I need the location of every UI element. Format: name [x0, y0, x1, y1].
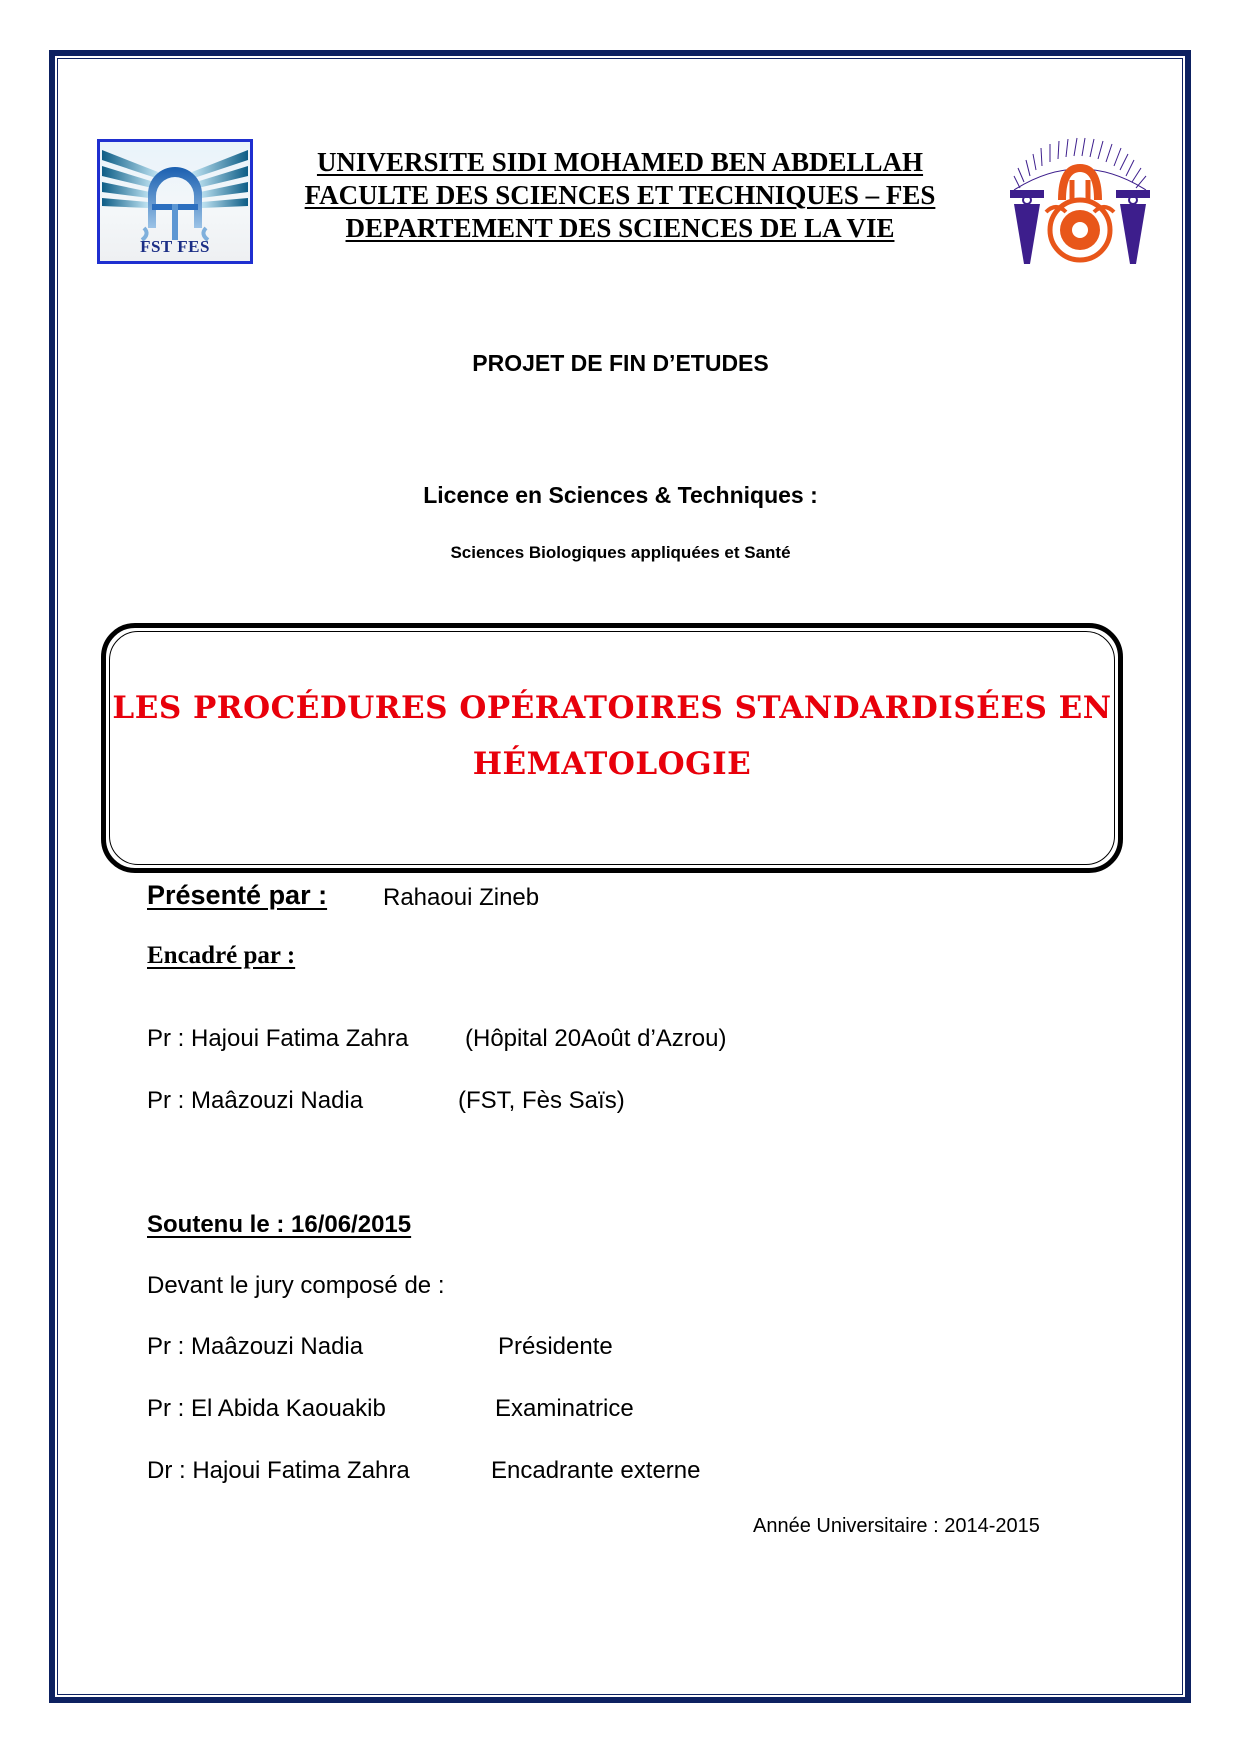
degree-title: Licence en Sciences & Techniques : [423, 482, 818, 508]
jury-member-role: Encadrante externe [491, 1457, 701, 1484]
jury-member-name: Pr : El Abida Kaouakib [147, 1395, 386, 1422]
usmba-emblem-icon [1000, 128, 1160, 268]
thesis-title-line-1: LES PROCÉDURES OPÉRATOIRES STANDARDISÉES EN [112, 690, 1112, 726]
supervisor-affiliation: (FST, Fès Saïs) [458, 1087, 625, 1114]
academic-year: Année Universitaire : 2014-2015 [753, 1515, 1040, 1537]
supervisor-name: Pr : Hajoui Fatima Zahra [147, 1025, 409, 1052]
project-type: PROJET DE FIN D’ETUDES [472, 350, 769, 376]
thesis-title-box [101, 623, 1123, 873]
thesis-title-line-2: HÉMATOLOGIE [472, 746, 752, 782]
fst-fes-logo [97, 139, 253, 264]
supervisor-affiliation: (Hôpital 20Août d’Azrou) [465, 1025, 727, 1052]
page-border-inner [57, 58, 1183, 1695]
usmba-logo [1000, 128, 1160, 268]
supervised-by-label: Encadré par : [147, 942, 296, 969]
presented-by-value: Rahaoui Zineb [383, 884, 540, 911]
jury-member-role: Examinatrice [495, 1395, 634, 1422]
specialty: Sciences Biologiques appliquées et Santé [450, 543, 791, 562]
faculty-name: FACULTE DES SCIENCES ET TECHNIQUES – FES [304, 180, 936, 210]
jury-member-name: Pr : Maâzouzi Nadia [147, 1333, 364, 1360]
institution-header [270, 146, 970, 245]
supervisor-name: Pr : Maâzouzi Nadia [147, 1087, 364, 1114]
presented-by-label: Présenté par : [147, 880, 328, 910]
jury-intro: Devant le jury composé de : [147, 1272, 445, 1299]
jury-member-name: Dr : Hajoui Fatima Zahra [147, 1457, 410, 1484]
jury-member-role: Présidente [498, 1333, 613, 1360]
defense-date: Soutenu le : 16/06/2015 [147, 1211, 412, 1238]
department-name: DEPARTEMENT DES SCIENCES DE LA VIE [345, 213, 895, 243]
fst-fes-logo-text: FST FES [140, 237, 210, 256]
university-name: UNIVERSITE SIDI MOHAMED BEN ABDELLAH [316, 147, 924, 177]
thesis-title [106, 680, 1118, 792]
